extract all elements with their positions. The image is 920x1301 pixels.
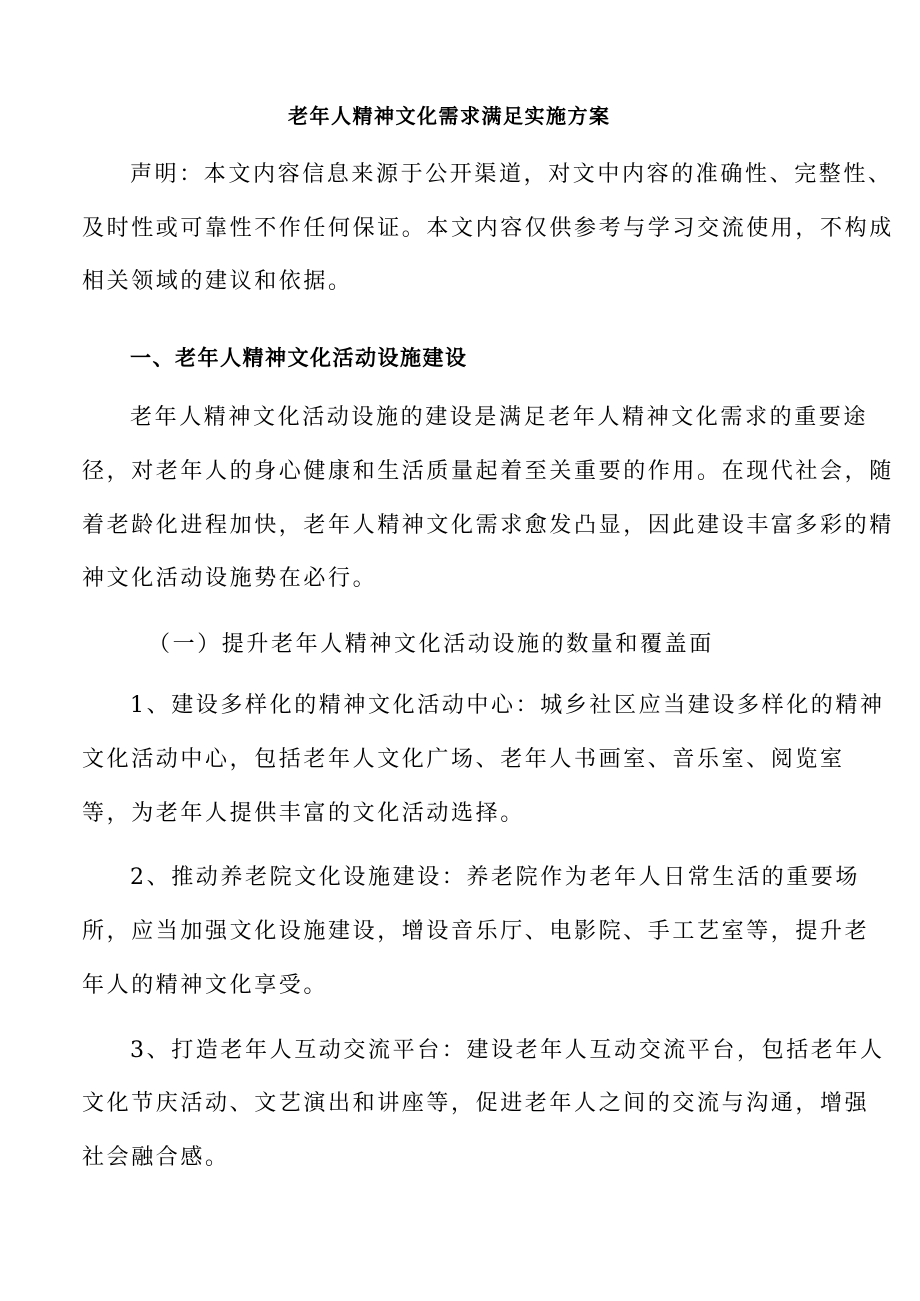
list-item-line: 社会融合感。	[82, 1145, 230, 1170]
disclaimer-line: 相关领域的建议和依据。	[82, 269, 353, 294]
intro-line: 神文化活动设施势在必行。	[82, 566, 378, 591]
intro-line: 径，对老年人的身心健康和生活质量起着至关重要的作用。在现代社会，随	[82, 459, 894, 484]
list-item-line: 文化节庆活动、文艺演出和讲座等，促进老年人之间的交流与沟通，增强	[82, 1091, 870, 1116]
list-item-line: 文化活动中心，包括老年人文化广场、老年人书画室、音乐室、阅览室	[82, 747, 845, 772]
list-item-line: 所，应当加强文化设施建设，增设音乐厅、电影院、手工艺室等，提升老	[82, 919, 870, 944]
intro-line: 老年人精神文化活动设施的建设是满足老年人精神文化需求的重要途	[130, 405, 869, 430]
subsection-heading: （一）提升老年人精神文化活动设施的数量和覆盖面	[148, 632, 714, 657]
list-item-line: 3、打造老年人互动交流平台：建设老年人互动交流平台，包括老年人	[130, 1038, 885, 1063]
disclaimer-line: 及时性或可靠性不作任何保证。本文内容仅供参考与学习交流使用，不构成	[82, 216, 894, 241]
disclaimer-line: 声明：本文内容信息来源于公开渠道，对文中内容的准确性、完整性、	[130, 162, 893, 187]
list-item-line: 1、建设多样化的精神文化活动中心：城乡社区应当建设多样化的精神	[130, 693, 885, 718]
document-title: 老年人精神文化需求满足实施方案	[288, 104, 611, 128]
list-item-line: 2、推动养老院文化设施建设：养老院作为老年人日常生活的重要场	[130, 865, 860, 890]
section-heading: 一、老年人精神文化活动设施建设	[130, 345, 468, 370]
list-item-line: 年人的精神文化享受。	[82, 973, 329, 998]
list-item-line: 等，为老年人提供丰富的文化活动选择。	[82, 801, 525, 826]
intro-line: 着老龄化进程加快，老年人精神文化需求愈发凸显，因此建设丰富多彩的精	[82, 513, 894, 538]
